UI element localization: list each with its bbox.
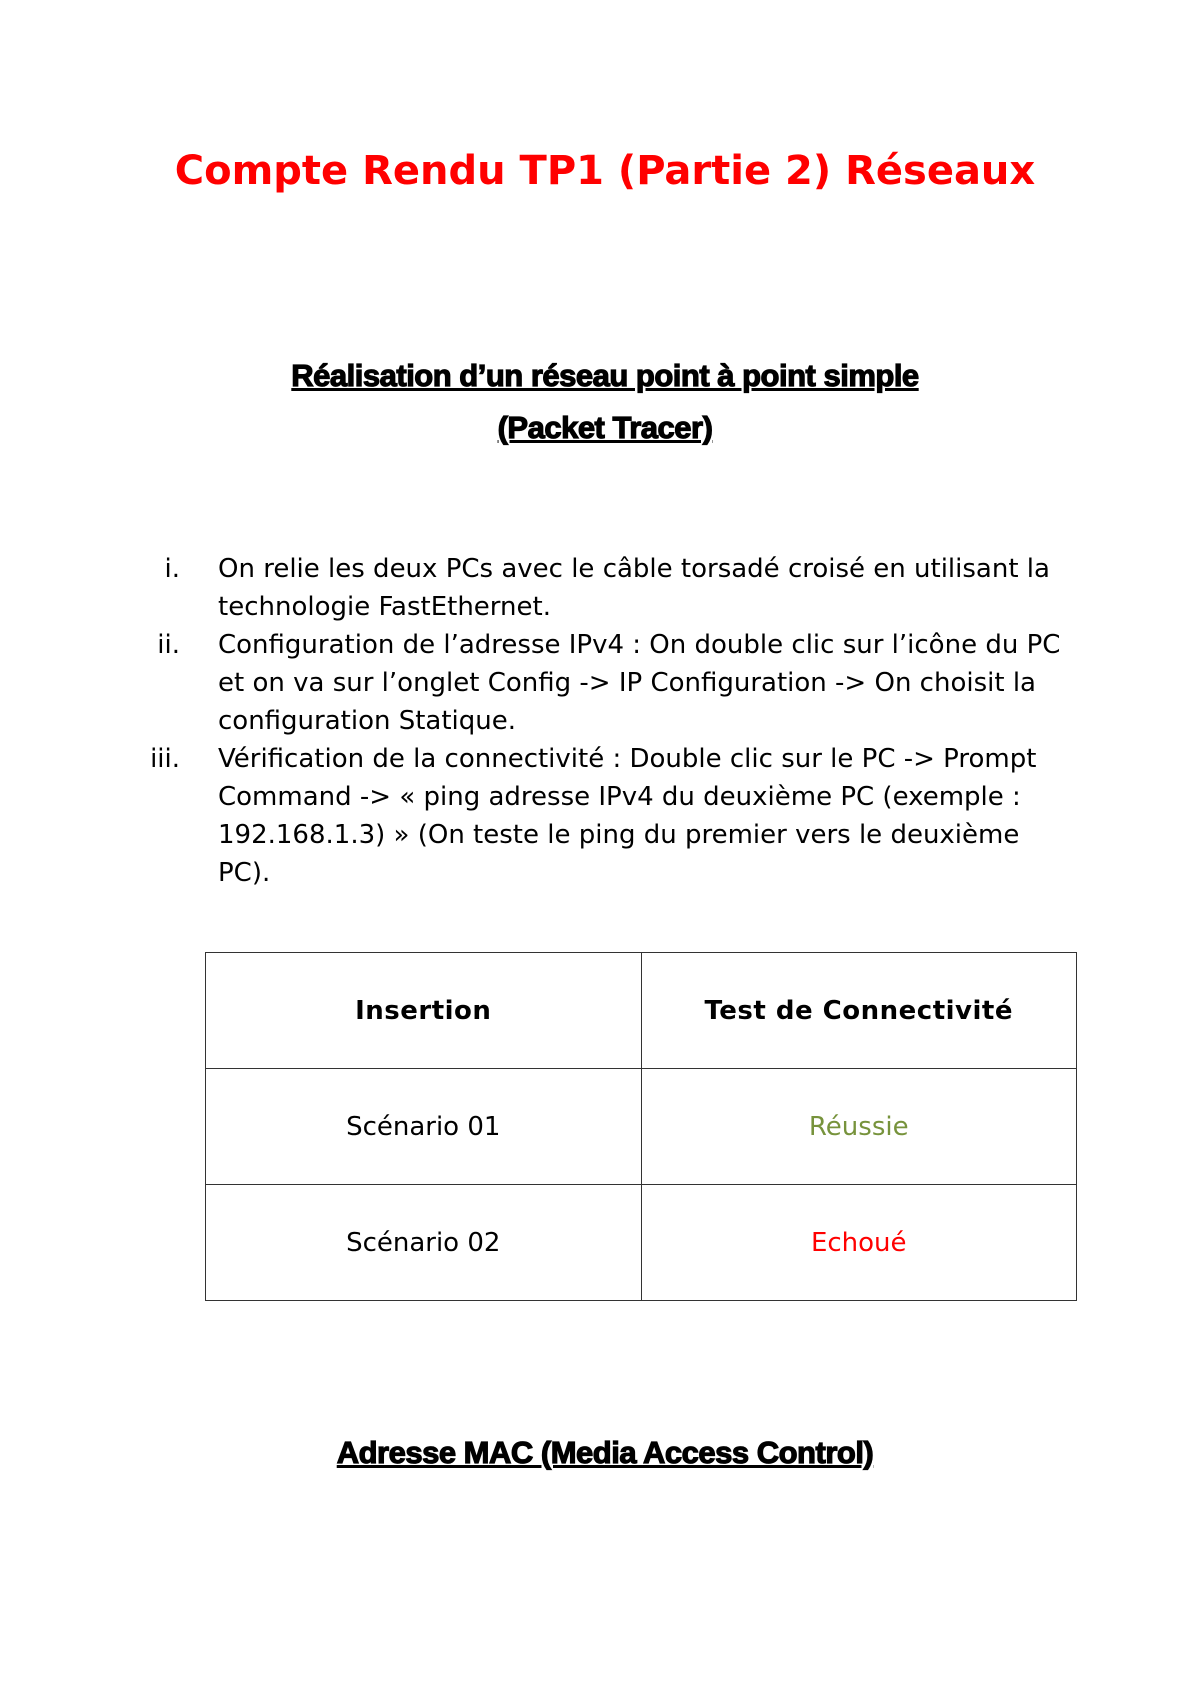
section-heading-line1: Réalisation d’un réseau point à point simple (291, 358, 919, 393)
section-heading-mac: Adresse MAC (Media Access Control) (336, 1435, 874, 1470)
list-text: Configuration de l’adresse IPv4 : On double clic sur l’icône du PC et on va sur l’onglet Config -> IP Configuration -> On choisit la configuration Statique. (218, 630, 1061, 736)
table-row (206, 1069, 1077, 1185)
scenario-cell: Scénario 01 (206, 1069, 642, 1185)
document-title: Compte Rendu TP1 (Partie 2) Réseaux (174, 148, 1036, 194)
header-insertion: Insertion (206, 953, 642, 1069)
list-item (150, 740, 1068, 892)
list-number: i. (164, 554, 180, 584)
header-test: Test de Connectivité (641, 953, 1077, 1069)
list-number: ii. (157, 630, 180, 660)
scenario-cell: Scénario 02 (206, 1185, 642, 1301)
list-text: Vérification de la connectivité : Double clic sur le PC -> Prompt Command -> « ping adresse IPv4 du deuxième PC (exemple : 192.168.1.3) » (On teste le ping du premier vers le deuxième PC). (218, 744, 1037, 888)
connectivity-table (205, 952, 1077, 1301)
section-heading-line2: (Packet Tracer) (497, 410, 713, 445)
steps-list (150, 550, 1068, 892)
table-row (206, 1185, 1077, 1301)
list-number: iii. (150, 744, 180, 774)
list-item (164, 550, 1068, 626)
list-item (157, 626, 1068, 740)
list-text: On relie les deux PCs avec le câble torsadé croisé en utilisant la technologie FastEthernet. (218, 554, 1050, 622)
result-cell: Réussie (641, 1069, 1077, 1185)
result-cell: Echoué (641, 1185, 1077, 1301)
table-header-row (206, 953, 1077, 1069)
